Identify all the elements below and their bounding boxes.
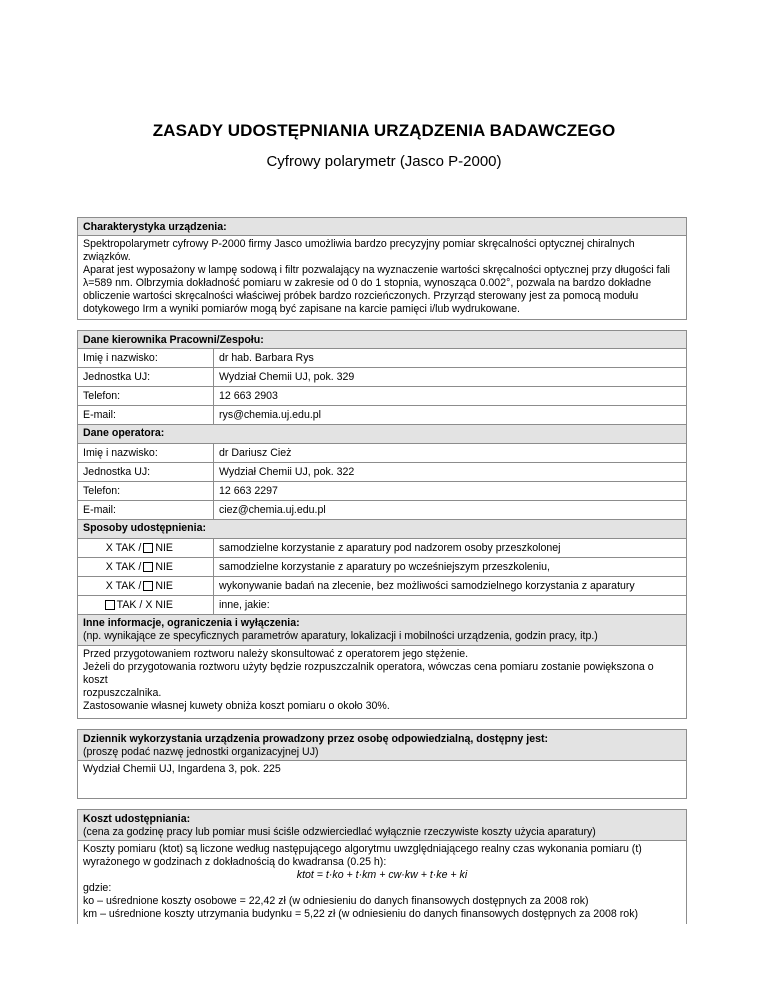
- operator-label: Telefon:: [78, 482, 214, 500]
- log-section: [77, 729, 687, 799]
- cost-formula: ktot = t·ko + t·km + cw·kw + t·ke + ki: [296, 869, 468, 881]
- characteristics-line: λ=589 nm. Olbrzymia dokładność pomiaru w zakresie od 0 do 1 stopnia, wynosząca 0.002°, pozwala na bardzo dokładne: [83, 277, 652, 289]
- manager-row: [78, 349, 686, 367]
- manager-row: [78, 386, 686, 405]
- cost-where: gdzie:: [83, 882, 112, 894]
- choice-text: X TAK /: [105, 579, 142, 592]
- operator-label: E-mail:: [78, 501, 214, 519]
- choice-text: NIE: [155, 541, 173, 554]
- manager-email[interactable]: rys@chemia.uj.edu.pl: [219, 408, 322, 421]
- checkbox-icon[interactable]: [105, 600, 115, 610]
- access-description: samodzielne korzystanie z aparatury po wcześniejszym przeszkoleniu,: [219, 560, 550, 573]
- manager-label: E-mail:: [78, 406, 214, 424]
- operator-email[interactable]: ciez@chemia.uj.edu.pl: [219, 503, 326, 516]
- page-subtitle: Cyfrowy polarymetr (Jasco P-2000): [266, 153, 502, 170]
- cost-text: [78, 841, 686, 924]
- characteristics-line: Spektropolarymetr cyfrowy P-2000 firmy Jasco umożliwia bardzo precyzyjny pomiar skręcalności optycznej chiralnych związków.: [83, 238, 635, 263]
- access-header: Sposoby udostępnienia:: [78, 519, 686, 538]
- checkbox-icon[interactable]: [143, 562, 153, 572]
- access-choice: [78, 539, 214, 557]
- other-line: rozpuszczalnika.: [83, 687, 162, 699]
- other-line: Przed przygotowaniem roztworu należy skonsultować z operatorem jego stężenie.: [83, 648, 469, 660]
- checkbox-icon[interactable]: [143, 543, 153, 553]
- cost-ko: ko – uśrednione koszty osobowe = 22,42 zł (w odniesieniu do danych finansowych dostępnych za 2008 rok): [83, 895, 589, 907]
- access-option: [78, 557, 686, 576]
- other-line: Zastosowanie własnej kuwety obniża koszt pomiaru o około 30%.: [83, 700, 390, 712]
- characteristics-text: [78, 236, 686, 319]
- manager-row: [78, 367, 686, 386]
- cost-km: km – uśrednione koszty utrzymania budynku = 5,22 zł (w odniesieniu do danych finansowych dostępnych za 2008 rok): [83, 908, 639, 920]
- manager-row: [78, 405, 686, 424]
- log-subtitle: (proszę podać nazwę jednostki organizacyjnej UJ): [83, 746, 319, 758]
- characteristics-line: dotykowego Irm a wyniki pomiarów mogą być zapisane na karcie pamięci i/lub wydrukowane.: [83, 303, 520, 315]
- choice-text: NIE: [155, 560, 173, 573]
- operator-row: [78, 462, 686, 481]
- other-header: [78, 614, 686, 645]
- choice-text: TAK / X NIE: [116, 598, 173, 611]
- cost-section: [77, 809, 687, 924]
- manager-value: 12 663 2903: [219, 389, 278, 402]
- access-description: inne, jakie:: [219, 598, 270, 611]
- manager-label: Imię i nazwisko:: [78, 349, 214, 367]
- log-value: Wydział Chemii UJ, Ingardena 3, pok. 225: [83, 763, 281, 775]
- operator-label: Jednostka UJ:: [78, 463, 214, 481]
- operator-row: [78, 443, 686, 462]
- manager-label: Jednostka UJ:: [78, 368, 214, 386]
- manager-value: dr hab. Barbara Rys: [219, 351, 314, 364]
- cost-line: wyrażonego w godzinach z dokładnością do kwadransa (0.25 h):: [83, 856, 387, 868]
- cost-header: [78, 810, 686, 841]
- cost-line: Koszty pomiaru (ktot) są liczone według następującego algorytmu uwzględniającego realny czas wykonania pomiaru (t): [83, 843, 642, 855]
- other-subtitle: (np. wynikające ze specyficznych parametrów aparatury, lokalizacji i mobilności urządzenia, godzin pracy, itp.): [83, 630, 598, 642]
- operator-label: Imię i nazwisko:: [78, 444, 214, 462]
- other-line: Jeżeli do przygotowania roztworu użyty będzie rozpuszczalnik operatora, wówczas cena pomiaru zostanie powiększona o koszt: [83, 661, 654, 686]
- access-description: wykonywanie badań na zlecenie, bez możliwości samodzielnego korzystania z aparatury: [219, 579, 635, 592]
- operator-row: [78, 500, 686, 519]
- checkbox-icon[interactable]: [143, 581, 153, 591]
- access-option: [78, 595, 686, 614]
- characteristics-section: [77, 217, 687, 320]
- choice-text: X TAK /: [105, 560, 142, 573]
- access-choice: [78, 577, 214, 595]
- operator-value: 12 663 2297: [219, 484, 278, 497]
- document-body: [77, 217, 687, 934]
- operator-value: Wydział Chemii UJ, pok. 322: [219, 465, 355, 478]
- characteristics-header: Charakterystyka urządzenia:: [78, 218, 686, 236]
- characteristics-line: obliczenie wartości skręcalności właściwej próbek bardzo rozcieńczonych. Przyrząd sterowany jest za pomocą modułu: [83, 290, 639, 302]
- cost-title: Koszt udostępniania:: [83, 813, 191, 825]
- log-header: [78, 730, 686, 761]
- other-title: Inne informacje, ograniczenia i wyłączenia:: [83, 617, 300, 629]
- manager-value: Wydział Chemii UJ, pok. 329: [219, 370, 355, 383]
- choice-text: X TAK /: [105, 541, 142, 554]
- characteristics-line: Aparat jest wyposażony w lampę sodową i filtr pozwalający na wyznaczenie wartości skręcalności optycznej przy długości fali: [83, 264, 671, 276]
- manager-header: Dane kierownika Pracowni/Zespołu:: [78, 331, 686, 349]
- access-description: samodzielne korzystanie z aparatury pod nadzorem osoby przeszkolonej: [219, 541, 561, 554]
- access-choice: [78, 558, 214, 576]
- manager-label: Telefon:: [78, 387, 214, 405]
- access-choice: [78, 596, 214, 614]
- operator-value: dr Dariusz Cież: [219, 446, 292, 459]
- page-title: ZASADY UDOSTĘPNIANIA URZĄDZENIA BADAWCZEGO: [152, 121, 616, 140]
- operator-row: [78, 481, 686, 500]
- log-title: Dziennik wykorzystania urządzenia prowadzony przez osobę odpowiedzialną, dostępny jest:: [83, 733, 549, 745]
- choice-text: NIE: [155, 579, 173, 592]
- access-option: [78, 576, 686, 595]
- other-text: [78, 645, 686, 718]
- operator-header: Dane operatora:: [78, 424, 686, 443]
- contact-section: [77, 330, 687, 719]
- cost-subtitle: (cena za godzinę pracy lub pomiar musi ściśle odzwierciedlać wyłącznie rzeczywiste koszty użycia aparatury): [83, 826, 596, 838]
- access-option: [78, 538, 686, 557]
